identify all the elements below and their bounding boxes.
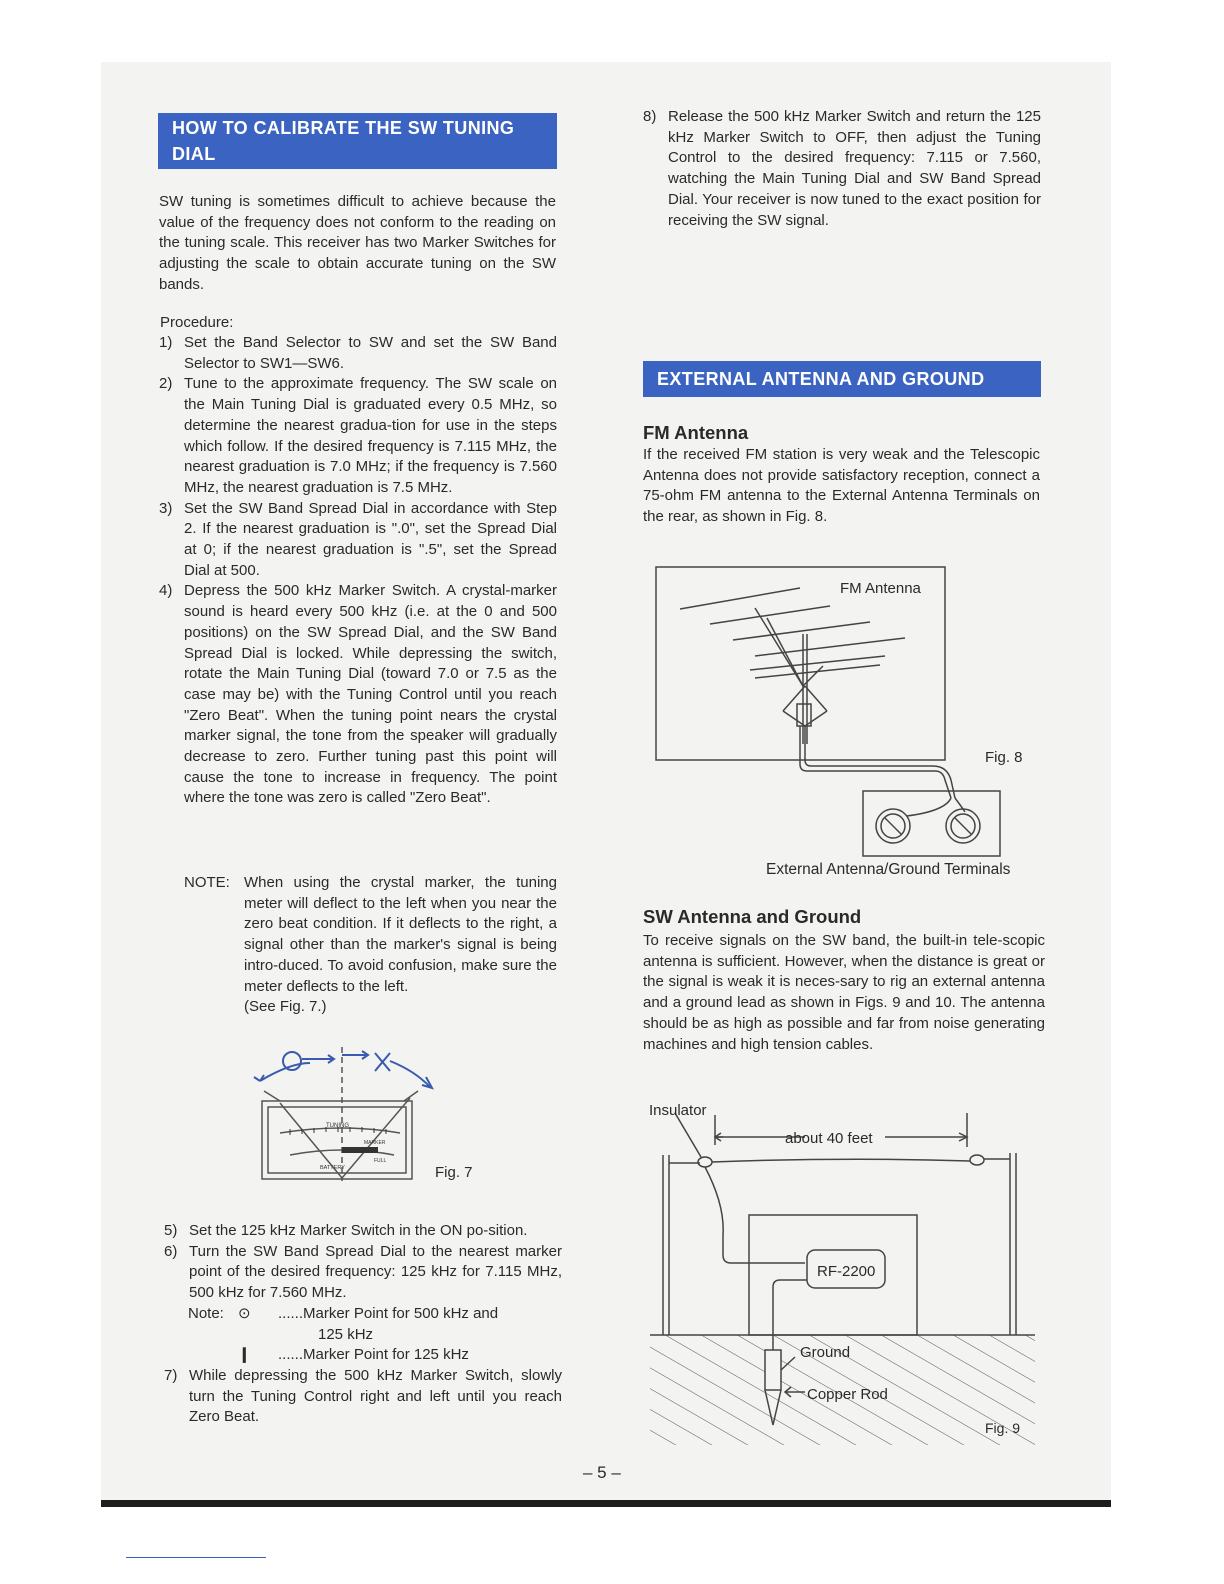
page-bottom-edge <box>101 1500 1111 1507</box>
tick-mark-icon: ❙ <box>238 1346 251 1364</box>
intro-paragraph: SW tuning is sometimes difficult to achieve because the value of the frequency does not conform to the reading on the tuning scale. This receiver has two Marker Switches for adjusting the scale to obtain accurate tuning on the SW bands. <box>159 193 556 293</box>
fig8-label: Fig. 8 <box>985 749 1023 766</box>
note-figure-reference: (See Fig. 7.) <box>244 998 327 1016</box>
procedure-label: Procedure: <box>160 314 234 331</box>
ground-label: Ground <box>800 1344 851 1361</box>
procedure-step-8: 8) Release the 500 kHz Marker Switch and return the 125 kHz Marker Switch to OFF, then adjust the Tuning Control to the desired frequency: 7.115 or 7.560, watching the Main Tuning Dial and SW Band Spread Dial. Your receiver is now tuned to the exact position for receiving the SW signal. <box>643 108 1041 229</box>
meter-full-label: FULL <box>374 1158 387 1164</box>
procedure-step: 2) Tune to the approximate frequency. The SW scale on the Main Tuning Dial is graduated every 0.5 MHz, so determine the nearest gradua-tion for use in the steps which follow. If the desired frequency is 7.115 MHz, the nearest graduation is 7.0 MHz; if the frequency is 7.560 MHz, the nearest graduation is 7.5 MHz. <box>159 375 557 496</box>
page-number: – 5 – <box>583 1463 621 1482</box>
procedure-step: 4) Depress the 500 kHz Marker Switch. A crystal-marker sound is heard every 500 kHz (i.e. at the 0 and 500 positions) on the SW Spread Dial, and the SW Band Spread Dial is locked. While depressing the switch, rotate the Main Tuning Dial (toward 7.0 or 7.5 as the case may be) with the Tuning Control until you reach "Zero Beat". When the tuning point nears the crystal marker signal, the tone from the speaker will gradually decrease to zero. Further tuning past this point will cause the tone to increase in frequency. The point where the tone was zero is called "Zero Beat". <box>159 582 557 807</box>
procedure-step: 3) Set the SW Band Spread Dial in accordance with Step 2. If the nearest graduation is ".0", set the Spread Dial at 0; if the nearest graduation is ".5", set the Spread Dial at 500. <box>159 499 557 579</box>
marker-point-legend: Note: ⊙ ......Marker Point for 500 kHz and 125 kHz ❙ ......Marker Point for 125 kHz <box>164 1304 562 1366</box>
meter-marker-label: MARKER <box>364 1140 386 1146</box>
fig7-tuning-meter <box>250 1043 450 1188</box>
section-heading-antenna: EXTERNAL ANTENNA AND GROUND <box>643 361 1041 397</box>
procedure-step: 6) Turn the SW Band Spread Dial to the nearest marker point of the desired frequency: 125 kHz for 7.115 MHz, 500 kHz for 7.560 MHz. <box>164 1242 562 1302</box>
sw-antenna-paragraph: To receive signals on the SW band, the built-in tele-scopic antenna is sufficient. However, when the distance is great or the signal is weak it is neces-sary to rig an external antenna and a ground lead as shown in Figs. 9 and 10. The antenna should be as high as possible and far from noise generating machines and high tension cables. <box>643 932 1045 1053</box>
fig9-sw-antenna-diagram <box>645 1095 1040 1450</box>
radio-model-label: RF-2200 <box>817 1263 876 1280</box>
meter-tuning-label: TUNING <box>326 1123 349 1129</box>
procedure-step: 1) Set the Band Selector to SW and set the SW Band Selector to SW1—SW6. <box>159 334 557 372</box>
fm-antenna-paragraph: If the received FM station is very weak and the Telescopic Antenna does not provide satisfactory reception, connect a 75-ohm FM antenna to the External Antenna Terminals on the rear, as shown in Fig. 8. <box>643 446 1040 526</box>
crystal-marker-note: NOTE: When using the crystal marker, the tuning meter will deflect to the left when you near the zero beat condition. If it deflects to the right, a signal other than the marker's signal is being intro-duced. To avoid confusion, make sure the meter deflects to the left. (See Fig. 7.) <box>184 873 557 1018</box>
terminals-label: External Antenna/Ground Terminals <box>766 861 1011 878</box>
section-heading-calibrate: HOW TO CALIBRATE THE SW TUNING DIAL <box>158 113 557 169</box>
fm-antenna-title: FM Antenna <box>643 422 749 443</box>
meter-battery-label: BATTERY <box>320 1165 345 1171</box>
fig8-fm-antenna-diagram <box>655 566 1015 861</box>
copper-rod-label: Copper Rod <box>807 1386 888 1403</box>
fm-antenna-label: FM Antenna <box>840 580 921 597</box>
dot-circle-icon: ⊙ <box>238 1304 251 1322</box>
procedure-step: 5) Set the 125 kHz Marker Switch in the ON po-sition. <box>164 1222 528 1239</box>
wire-length-label: about 40 feet <box>785 1130 873 1147</box>
fig7-label: Fig. 7 <box>435 1164 473 1181</box>
underline-link <box>126 1557 266 1558</box>
procedure-steps-continued <box>164 1221 562 1428</box>
fig9-label: Fig. 9 <box>985 1420 1021 1436</box>
procedure-step: 7) While depressing the 500 kHz Marker Switch, slowly turn the Tuning Control right and left until you reach Zero Beat. <box>164 1366 562 1426</box>
sw-antenna-title: SW Antenna and Ground <box>643 906 862 927</box>
procedure-steps <box>159 333 557 809</box>
insulator-label: Insulator <box>649 1102 707 1119</box>
